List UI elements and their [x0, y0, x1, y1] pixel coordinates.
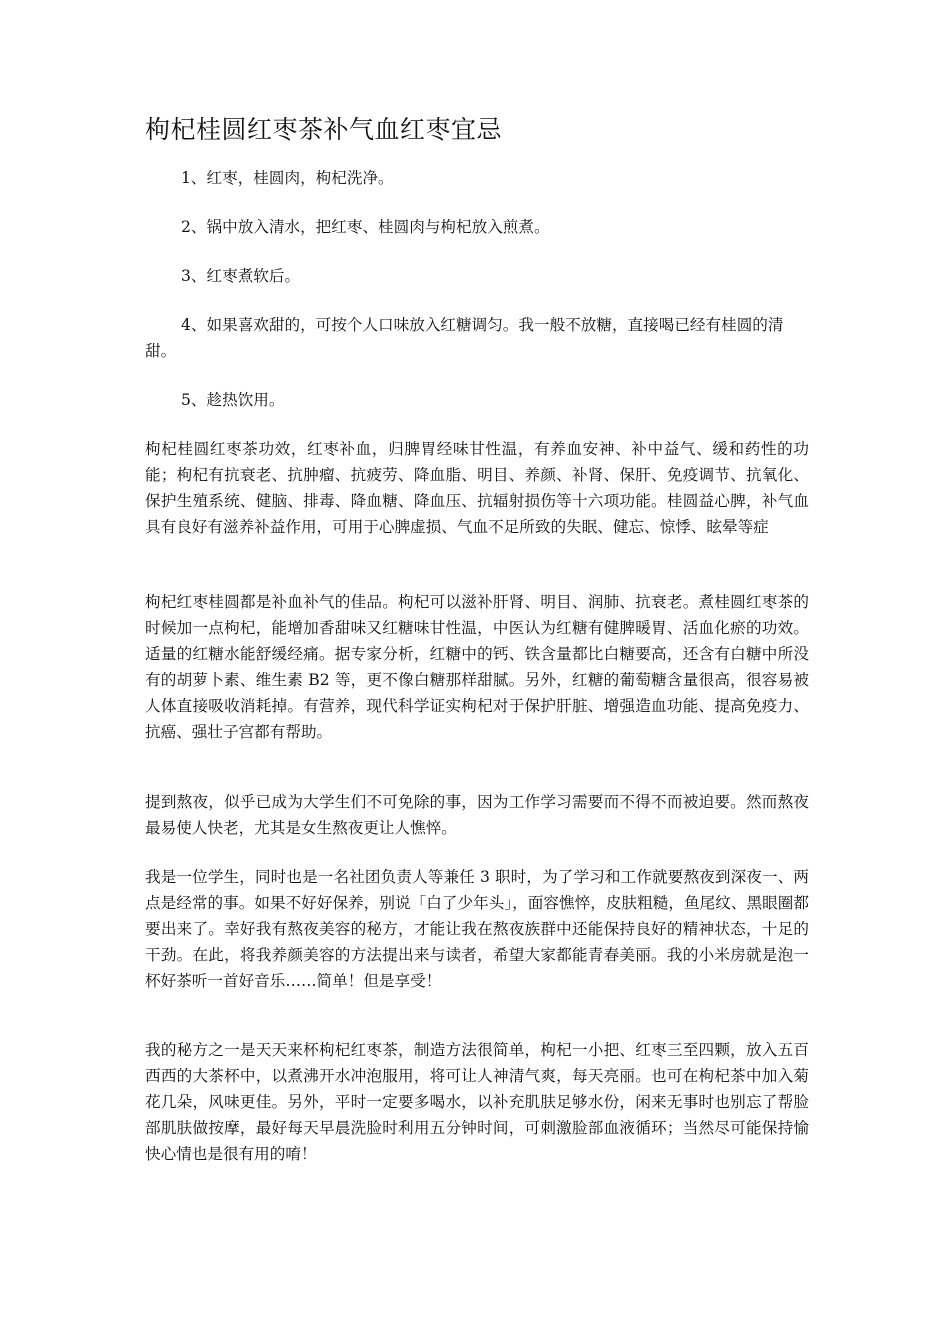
step-1: 1、红枣，桂圆肉，枸杞洗净。 [181, 169, 394, 187]
step-3: 3、红枣煮软后。 [181, 267, 301, 285]
paragraph-ingredients: 枸杞红枣桂圆都是补血补气的佳品。枸杞可以滋补肝肾、明目、润肺、抗衰老。煮桂圆红枣茶的时候加一点枸杞，能增加香甜味又红糖味甘性温，中医认为红糖有健脾暖胃、活血化瘀的功效。适量的红糖水能舒缓经痛。据专家分析，红糖中的钙、铁含量都比白糖要高，还含有白糖中所没有的胡萝卜素、维生素 B2 等，更不像白糖那样甜腻。另外，红糖的葡萄糖含量很高，很容易被人体直接吸收消耗掉。有营养，现代科学证实枸杞对于保护肝脏、增强造血功能、提高免疫力、抗癌、强壮子宫都有帮助。 [145, 593, 809, 741]
paragraph-staying-up: 提到熬夜，似乎已成为大学生们不可免除的事，因为工作学习需要而不得不而被迫要。然而熬夜最易使人快老，尤其是女生熬夜更让人憔悴。 [145, 793, 809, 837]
step-4: 4、如果喜欢甜的，可按个人口味放入红糖调匀。我一般不放糖，直接喝已经有桂圆的清甜。 [145, 316, 784, 360]
paragraph-benefits: 枸杞桂圆红枣茶功效，红枣补血，归脾胃经味甘性温，有养血安神、补中益气、缓和药性的功能；枸杞有抗衰老、抗肿瘤、抗疲劳、降血脂、明目、养颜、补肾、保肝、免疫调节、抗氧化、保护生殖系统、健脑、排毒、降血糖、降血压、抗辐射损伤等十六项功能。桂圆益心脾，补气血具有良好有滋养补益作用，可用于心脾虚损、气血不足所致的失眠、健忘、惊悸、眩晕等症 [145, 440, 809, 536]
paragraph-student-story: 我是一位学生，同时也是一名社团负责人等兼任 3 职时，为了学习和工作就要熬夜到深夜一、两点是经常的事。如果不好好保养，别说「白了少年头」，面容憔悴，皮肤粗糙，鱼尾纹、黑眼圈都要出来了。幸好我有熬夜美容的秘方，才能让我在熬夜族群中还能保持良好的精神状态，十足的干劲。在此，将我养颜美容的方法提出来与读者，希望大家都能青春美丽。我的小米房就是泡一杯好茶听一首好音乐……简单！但是享受！ [145, 868, 809, 990]
step-2: 2、锅中放入清水，把红枣、桂圆肉与枸杞放入煎煮。 [181, 218, 550, 236]
paragraph-secret-recipe: 我的秘方之一是天天来杯枸杞红枣茶，制造方法很简单，枸杞一小把、红枣三至四颗，放入五百西西的大茶杯中，以煮沸开水冲泡服用，将可让人神清气爽，每天亮丽。也可在枸杞茶中加入菊花几朵，风味更佳。另外，平时一定要多喝水，以补充肌肤足够水份，闲来无事时也别忘了帮脸部肌肤做按摩，最好每天早晨洗脸时利用五分钟时间，可刺激脸部血液循环；当然尽可能保持愉快心情也是很有用的唷！ [145, 1041, 809, 1163]
step-5: 5、趁热饮用。 [181, 391, 285, 409]
page-title: 枸杞桂圆红枣茶补气血红枣宜忌 [145, 115, 503, 144]
